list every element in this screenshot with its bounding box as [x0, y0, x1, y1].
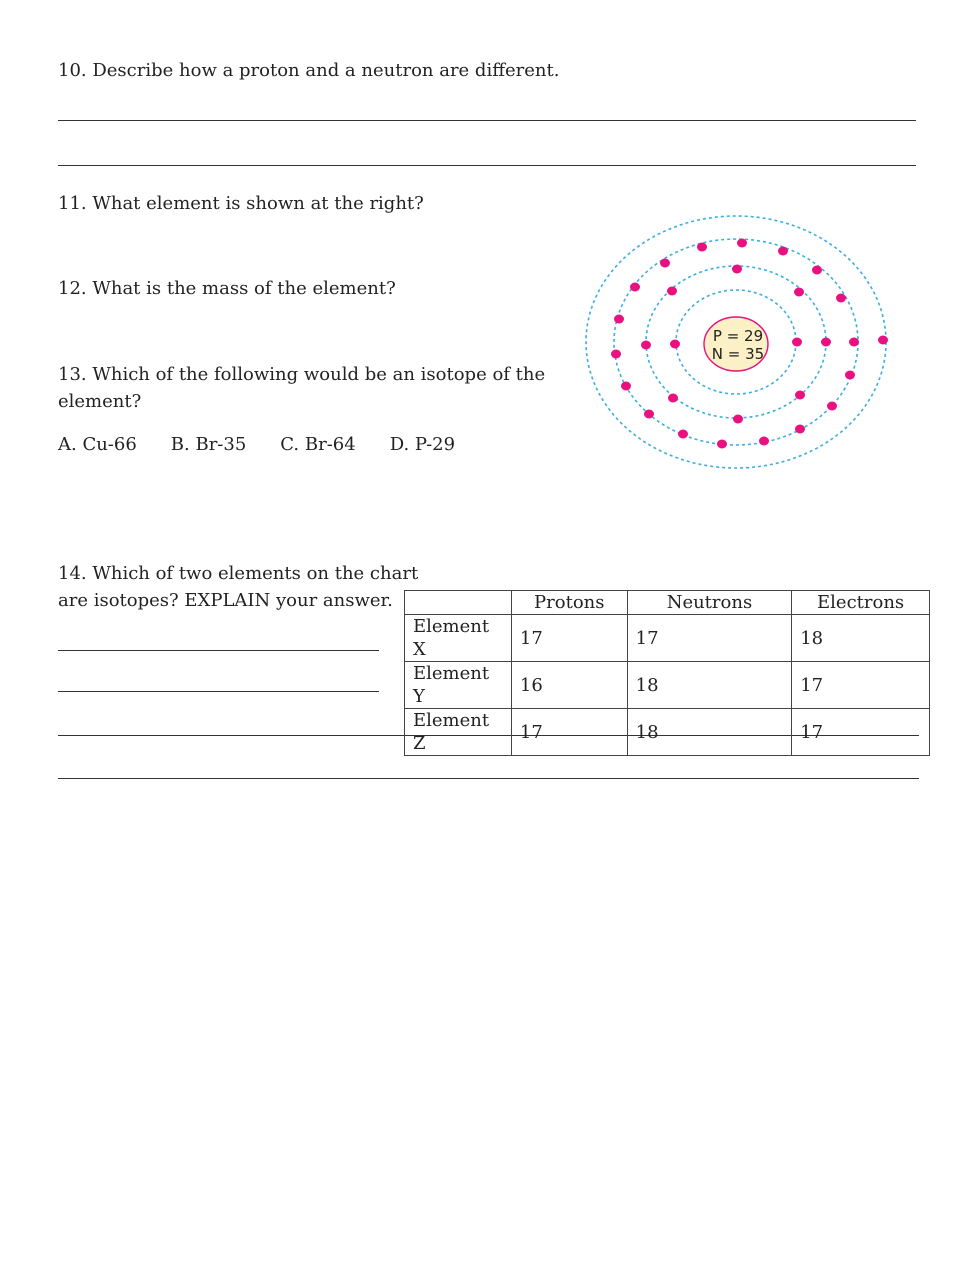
electron: [668, 394, 678, 403]
electron: [792, 338, 802, 347]
electron: [630, 283, 640, 292]
question-10: 10. Describe how a proton and a neutron are different.: [58, 60, 560, 81]
answer-line-10b[interactable]: [58, 165, 916, 166]
table-header-neutrons: Neutrons: [627, 591, 792, 615]
electron: [795, 425, 805, 434]
electron: [611, 350, 621, 359]
electron: [878, 336, 888, 345]
electron: [678, 430, 688, 439]
question-13-line1: 13. Which of the following would be an isotope of the: [58, 364, 546, 385]
cell-electrons: 18: [792, 615, 930, 662]
bohr-atom-diagram: [580, 212, 892, 474]
electron: [697, 243, 707, 252]
cell-protons: 16: [511, 662, 627, 709]
choice-b[interactable]: B. Br-35: [170, 434, 247, 455]
electron: [733, 415, 743, 424]
cell-electrons: 17: [792, 662, 930, 709]
electron: [717, 440, 727, 449]
choice-d[interactable]: D. P-29: [389, 434, 456, 455]
electron: [670, 340, 680, 349]
electron: [614, 315, 624, 324]
electron: [778, 247, 788, 256]
electron: [827, 402, 837, 411]
nucleus-neutrons: N = 35: [711, 345, 765, 363]
electron: [845, 371, 855, 380]
question-14-line2: are isotopes? EXPLAIN your answer.: [58, 590, 393, 611]
table-row: [405, 615, 930, 662]
choice-c[interactable]: C. Br-64: [280, 434, 356, 455]
answer-line-10a[interactable]: [58, 120, 916, 121]
table-header-electrons: Electrons: [792, 591, 930, 615]
electron: [821, 338, 831, 347]
isotope-table: [404, 590, 930, 756]
cell-neutrons: 17: [627, 615, 792, 662]
electron: [660, 259, 670, 268]
electron: [795, 391, 805, 400]
electron: [641, 341, 651, 350]
question-14-line1: 14. Which of two elements on the chart: [58, 563, 419, 584]
table-header-blank: [405, 591, 512, 615]
electron: [849, 338, 859, 347]
question-13: [58, 361, 545, 415]
nucleus-protons: P = 29: [712, 327, 764, 345]
question-11: 11. What element is shown at the right?: [58, 193, 424, 214]
electron: [621, 382, 631, 391]
answer-line-14b[interactable]: [58, 691, 379, 692]
nucleus: [704, 317, 768, 371]
electron: [836, 294, 846, 303]
row-label: Element Y: [405, 662, 512, 709]
answer-line-14d[interactable]: [58, 778, 919, 779]
question-13-choices: [58, 431, 489, 458]
electron: [794, 288, 804, 297]
cell-neutrons: 18: [627, 662, 792, 709]
answer-line-14a[interactable]: [58, 650, 379, 651]
electron: [812, 266, 822, 275]
question-12: 12. What is the mass of the element?: [58, 278, 396, 299]
electron: [644, 410, 654, 419]
electron: [737, 239, 747, 248]
table-row: [405, 662, 930, 709]
table-header-protons: Protons: [511, 591, 627, 615]
cell-electrons: 17: [792, 709, 930, 756]
electron: [759, 437, 769, 446]
cell-protons: 17: [511, 709, 627, 756]
question-13-line2: element?: [58, 391, 142, 412]
cell-protons: 17: [511, 615, 627, 662]
row-label: Element Z: [405, 709, 512, 756]
choice-a[interactable]: A. Cu-66: [58, 434, 137, 455]
electron: [732, 265, 742, 274]
cell-neutrons: 18: [627, 709, 792, 756]
electron: [667, 287, 677, 296]
row-label: Element X: [405, 615, 512, 662]
table-header-row: [405, 591, 930, 615]
table-row: [405, 709, 930, 756]
question-14: [58, 560, 418, 614]
